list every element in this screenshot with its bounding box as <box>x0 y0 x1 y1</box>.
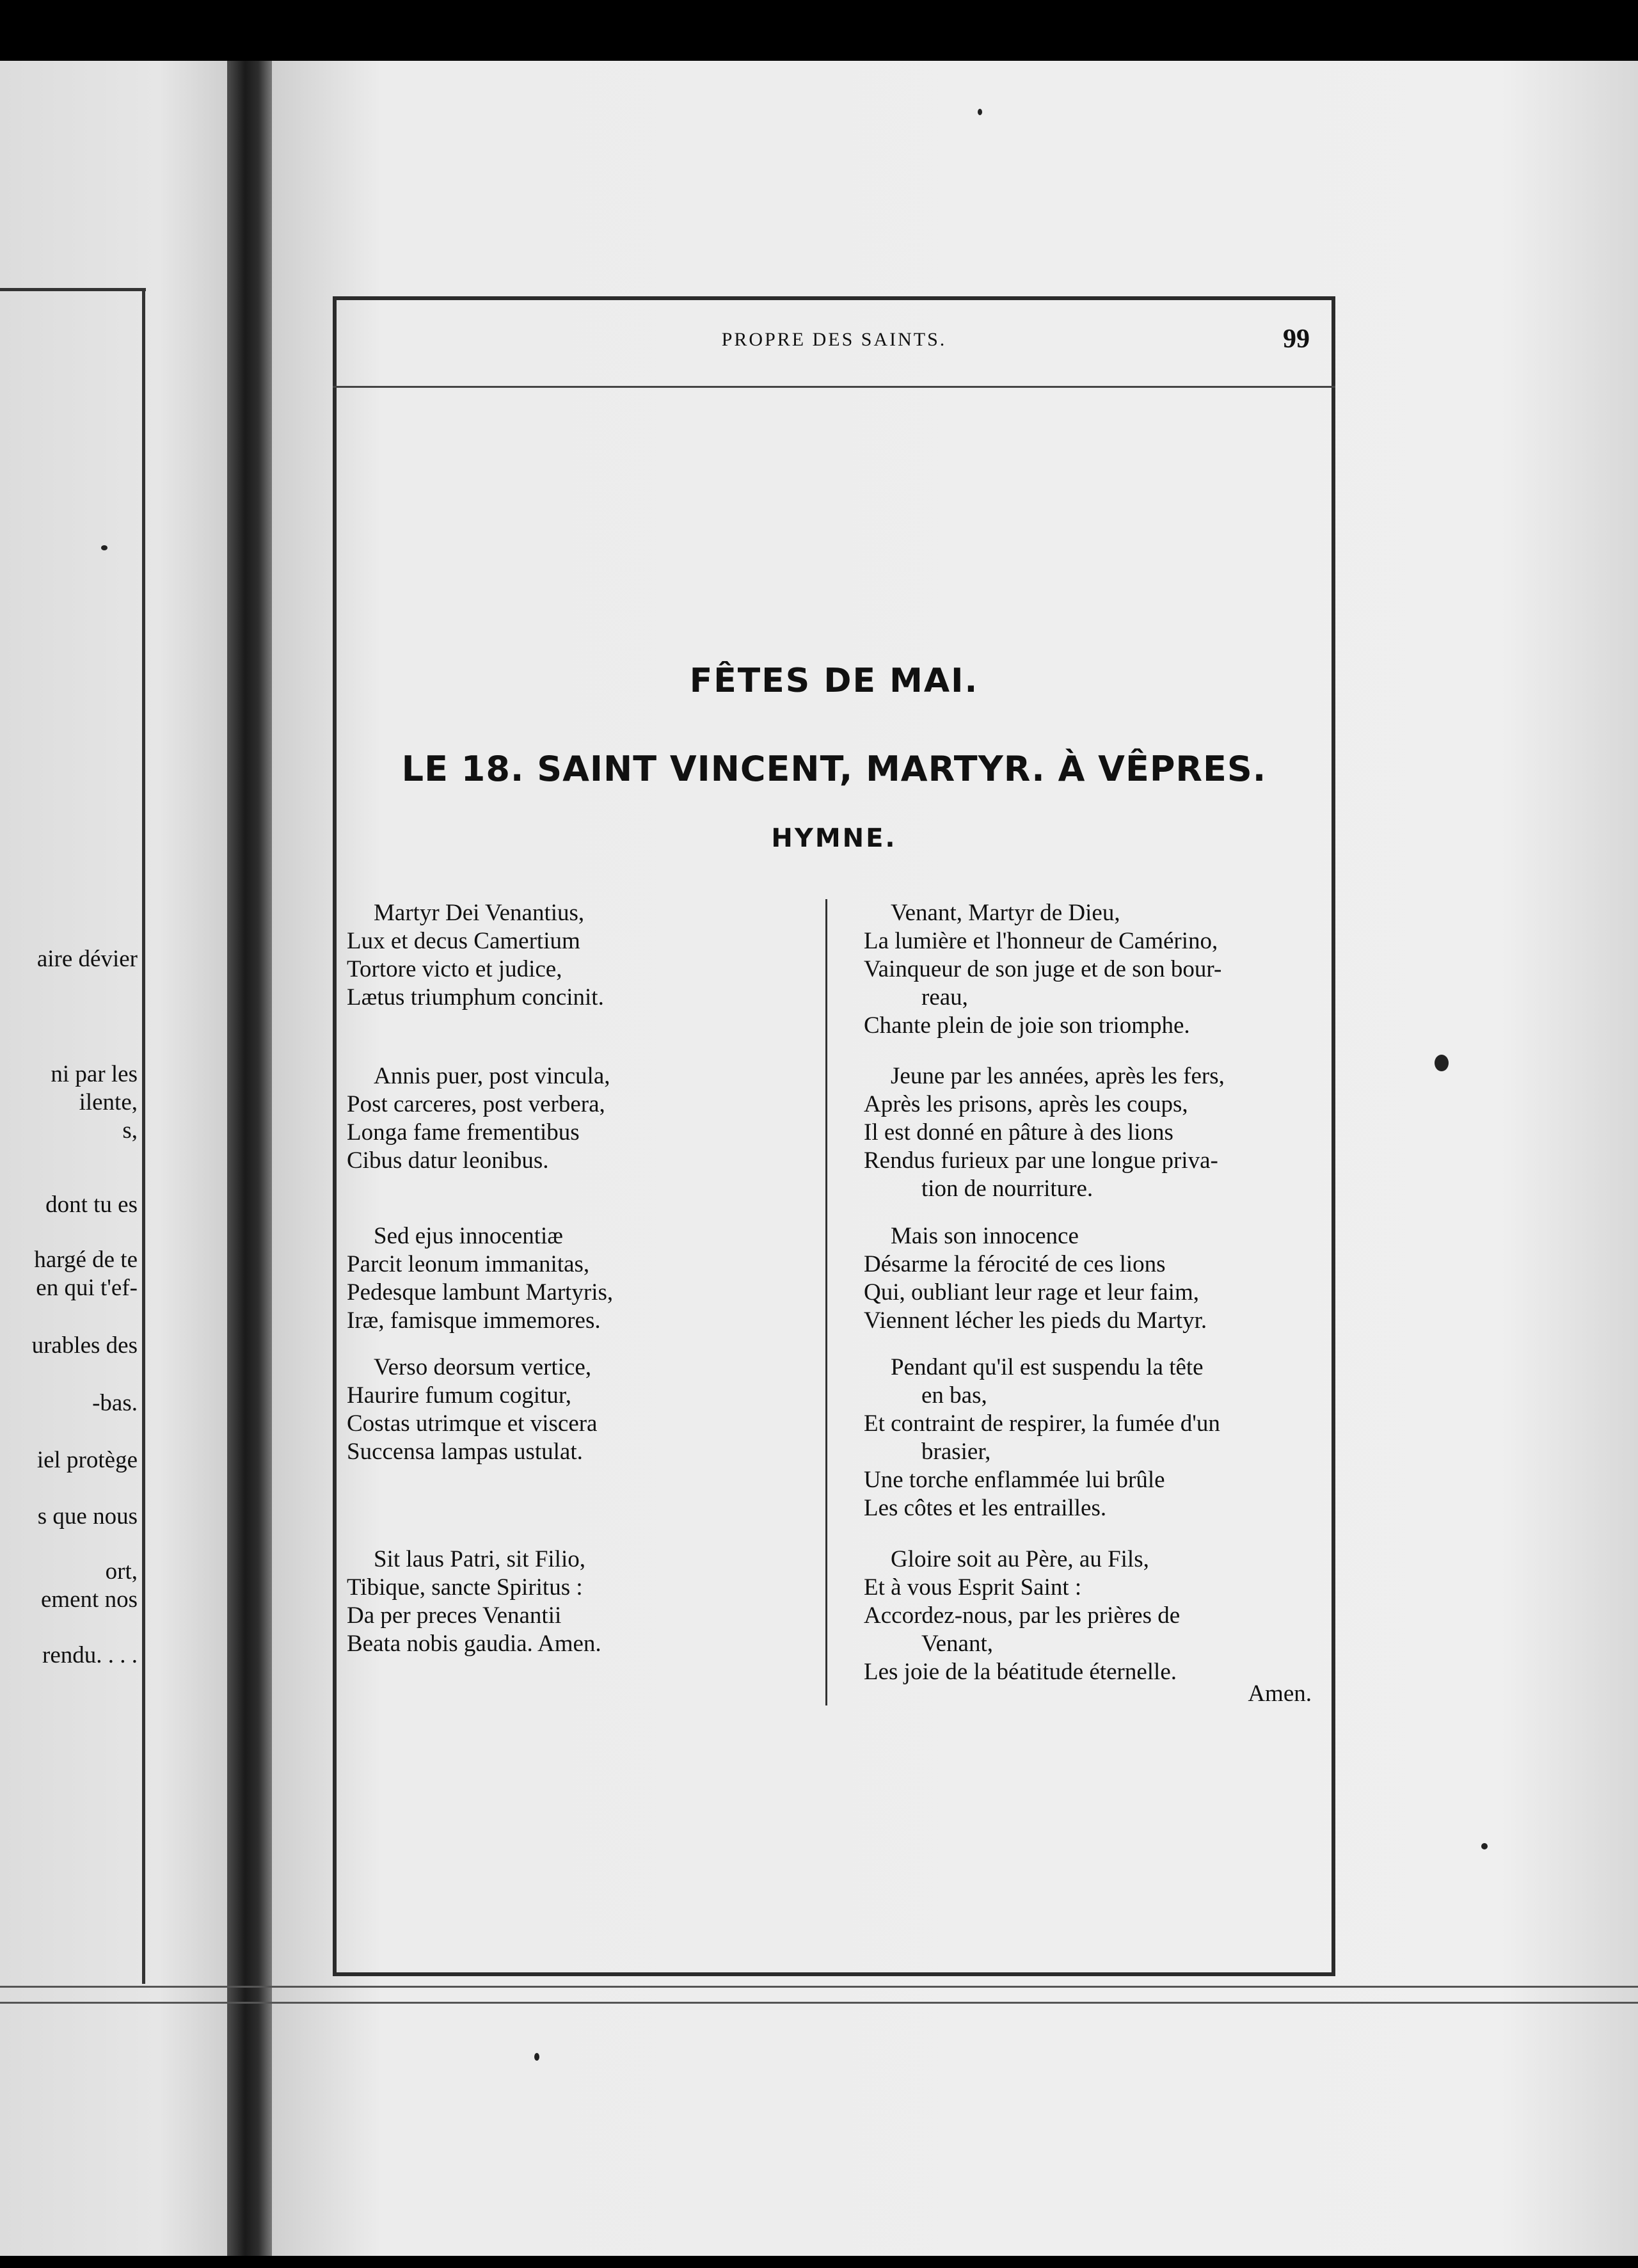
french-stanza <box>864 899 1221 1040</box>
verse-line: Jeune par les années, après les fers, <box>891 1063 1225 1089</box>
left-line: urables des <box>31 1332 138 1359</box>
verse-line: Verso deorsum vertice, <box>374 1354 592 1380</box>
verse-line: tion de nourriture. <box>921 1176 1093 1202</box>
verse-line: Cibus datur leonibus. <box>347 1147 549 1174</box>
section-heading: HYMNE. <box>771 824 897 853</box>
verse-line: Venant, <box>921 1631 993 1657</box>
french-stanza <box>864 1222 1207 1335</box>
feast-heading: FÊTES DE MAI. <box>689 662 979 700</box>
scan-speck <box>1435 1055 1449 1071</box>
french-stanza <box>864 1062 1225 1203</box>
verse-line: Haurire fumum cogitur, <box>347 1382 571 1409</box>
verse-line: Parcit leonum immanitas, <box>347 1251 590 1277</box>
left-page-frame-right <box>142 288 145 1984</box>
left-line: aire dévier <box>36 946 138 972</box>
left-line: s, <box>122 1117 138 1144</box>
verse-line: Tortore victo et judice, <box>347 956 562 982</box>
verse-line: Les côtes et les entrailles. <box>864 1495 1107 1521</box>
left-line: -bas. <box>92 1390 138 1416</box>
verse-line: Beata nobis gaudia. Amen. <box>347 1631 601 1657</box>
verse-line: Da per preces Venantii <box>347 1602 562 1629</box>
verse-line: brasier, <box>921 1439 991 1465</box>
header-rule <box>333 386 1335 388</box>
verse-line: Martyr Dei Venantius, <box>374 900 585 926</box>
verse-line: Sit laus Patri, sit Filio, <box>374 1546 585 1572</box>
running-title: PROPRE DES SAINTS. <box>721 329 947 350</box>
verse-line: Une torche enflammée lui brûle <box>864 1467 1165 1493</box>
page-number: 99 <box>1283 324 1310 354</box>
verse-line: reau, <box>921 984 968 1010</box>
left-line: en qui t'ef- <box>36 1275 138 1301</box>
left-line: rendu. . . . <box>42 1642 138 1668</box>
verse-line: Succensa lampas ustulat. <box>347 1439 583 1465</box>
verse-line: Lux et decus Camertium <box>347 928 580 954</box>
latin-stanza <box>347 1222 613 1335</box>
verse-line: Costas utrimque et viscera <box>347 1410 598 1437</box>
left-line: ilente, <box>79 1089 138 1115</box>
scan-speck <box>1481 1843 1488 1849</box>
verse-line: Pendant qu'il est suspendu la tête <box>891 1354 1204 1380</box>
verse-line: Rendus furieux par une longue priva- <box>864 1147 1218 1174</box>
verse-line: Qui, oubliant leur rage et leur faim, <box>864 1279 1199 1306</box>
verse-line: Iræ, famisque immemores. <box>347 1307 601 1334</box>
left-line: s que nous <box>37 1503 138 1529</box>
latin-stanza <box>347 1545 601 1658</box>
verse-line: La lumière et l'honneur de Camérino, <box>864 928 1218 954</box>
left-line: ement nos <box>40 1586 138 1613</box>
book-binding-gutter <box>227 61 272 2256</box>
verse-line: Pedesque lambunt Martyris, <box>347 1279 614 1306</box>
french-stanza <box>864 1354 1220 1522</box>
scan-fold-lines <box>0 1986 1638 2004</box>
running-head <box>333 326 1335 358</box>
latin-stanza <box>347 1062 610 1175</box>
verse-line: Gloire soit au Père, au Fils, <box>891 1546 1149 1572</box>
verse-line: Désarme la férocité de ces lions <box>864 1251 1166 1277</box>
french-amen: Amen. <box>1248 1681 1312 1707</box>
verse-line: Chante plein de joie son triomphe. <box>864 1012 1190 1039</box>
verse-line: en bas, <box>921 1382 987 1409</box>
column-divider <box>825 899 827 1705</box>
verse-line: Les joie de la béatitude éternelle. <box>864 1659 1177 1685</box>
verse-line: Tibique, sancte Spiritus : <box>347 1574 583 1601</box>
verse-line: Longa fame frementibus <box>347 1119 580 1146</box>
verse-line: Vainqueur de son juge et de son bour- <box>864 956 1222 982</box>
scan-speck <box>978 109 982 115</box>
office-heading: LE 18. SAINT VINCENT, MARTYR. À VÊPRES. <box>401 749 1267 789</box>
left-line: iel protège <box>36 1447 138 1473</box>
scan-speck <box>101 545 107 550</box>
left-line: hargé de te <box>34 1247 138 1273</box>
verse-line: Venant, Martyr de Dieu, <box>891 900 1120 926</box>
verse-line: Et à vous Esprit Saint : <box>864 1574 1082 1601</box>
left-line: ni par les <box>51 1061 138 1087</box>
verse-line: Viennent lécher les pieds du Martyr. <box>864 1307 1207 1334</box>
french-stanza <box>864 1545 1180 1686</box>
left-line: dont tu es <box>45 1192 138 1218</box>
verse-line: Accordez-nous, par les prières de <box>864 1602 1181 1629</box>
verse-line: Il est donné en pâture à des lions <box>864 1119 1173 1146</box>
verse-line: Post carceres, post verbera, <box>347 1091 605 1117</box>
verse-line: Annis puer, post vincula, <box>374 1063 610 1089</box>
left-line: ort, <box>105 1558 138 1585</box>
latin-stanza <box>347 899 604 1012</box>
scan-speck <box>534 2053 539 2061</box>
left-page-fragment <box>0 61 227 2256</box>
verse-line: Sed ejus innocentiæ <box>374 1223 563 1249</box>
verse-line: Lætus triumphum concinit. <box>347 984 604 1010</box>
verse-line: Après les prisons, après les coups, <box>864 1091 1188 1117</box>
left-page-frame-top <box>0 288 146 291</box>
verse-line: Mais son innocence <box>891 1223 1079 1249</box>
latin-stanza <box>347 1354 597 1466</box>
verse-line: Et contraint de respirer, la fumée d'un <box>864 1410 1220 1437</box>
